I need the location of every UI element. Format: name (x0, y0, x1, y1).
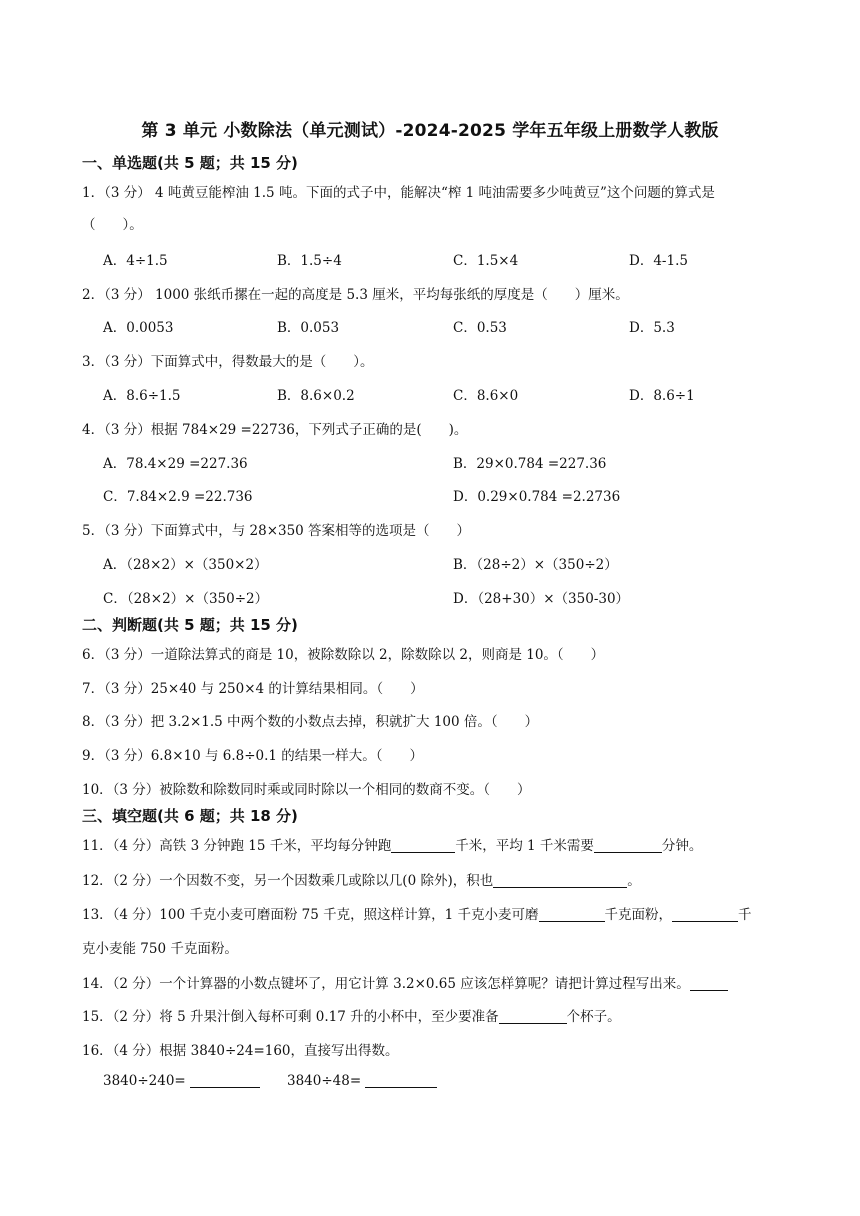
q1-option-b: B．1.5÷4 (277, 253, 342, 269)
q5-option-c: C．（28×2）×（350÷2） (103, 591, 269, 607)
question-10-text: 10．（3 分）被除数和除数同时乘或同时除以一个相同的数商不变。（ ） (82, 782, 531, 798)
q11-answer-blank-1[interactable] (391, 838, 455, 853)
q15-answer-blank[interactable] (499, 1009, 567, 1024)
q13-answer-blank-2[interactable] (672, 907, 738, 922)
q11-answer-blank-2[interactable] (594, 838, 662, 853)
q14-answer-blank[interactable] (690, 976, 728, 991)
page-title: 第 3 单元 小数除法（单元测试）-2024-2025 学年五年级上册数学人教版 (141, 121, 719, 141)
section-heading-fill-blank: 三、填空题(共 6 题；共 18 分) (82, 807, 298, 825)
q4-option-a: A．78.4×29 =227.36 (103, 456, 248, 472)
q16-answer-blank-2[interactable] (365, 1073, 437, 1088)
q1-option-d: D．4-1.5 (629, 253, 688, 269)
question-4-text: 4．（3 分）根据 784×29 =22736，下列式子正确的是( )。 (82, 422, 468, 438)
question-13-text-cont: 克小麦能 750 千克面粉。 (82, 941, 238, 957)
q4-option-b: B．29×0.784 =227.36 (453, 456, 607, 472)
q2-option-d: D．5.3 (629, 320, 675, 336)
q5-option-a: A．（28×2）×（350×2） (103, 557, 268, 573)
q13-answer-blank-1[interactable] (539, 907, 605, 922)
q12-answer-blank[interactable] (493, 873, 627, 888)
q3-option-a: A．8.6÷1.5 (103, 388, 181, 404)
question-6-text: 6．（3 分）一道除法算式的商是 10，被除数除以 2，除数除以 2，则商是 10。（ ） (82, 647, 605, 663)
question-14-text (82, 972, 728, 992)
question-12-text (82, 869, 641, 889)
q11-part-a: 11．（4 分）高铁 3 分钟跑 15 千米，平均每分钟跑 (82, 838, 392, 854)
q13-part-c: 千 (738, 907, 752, 923)
q11-part-b: 千米，平均 1 千米需要 (455, 838, 594, 854)
question-2-text: 2．（3 分） 1000 张纸币摞在一起的高度是 5.3 厘米，平均每张纸的厚度是（ ）厘米。 (82, 287, 629, 303)
q3-option-c: C．8.6×0 (453, 388, 519, 404)
question-9-text: 9．（3 分）6.8×10 与 6.8÷0.1 的结果一样大。（ ） (82, 748, 424, 764)
q4-option-d: D．0.29×0.784 =2.2736 (453, 489, 621, 505)
q1-option-c: C．1.5×4 (453, 253, 519, 269)
q16-expression-2 (287, 1073, 437, 1089)
q16-expr-2-label: 3840÷48= (287, 1073, 362, 1089)
section-heading-true-false: 二、判断题(共 5 题；共 15 分) (82, 616, 298, 634)
q3-option-d: D．8.6÷1 (629, 388, 695, 404)
question-7-text: 7．（3 分）25×40 与 250×4 的计算结果相同。（ ） (82, 681, 424, 697)
question-1-text-cont: （ ）。 (82, 217, 143, 233)
question-16-text: 16．（4 分）根据 3840÷24=160，直接写出得数。 (82, 1043, 399, 1059)
q3-option-b: B．8.6×0.2 (277, 388, 355, 404)
q2-option-c: C．0.53 (453, 320, 507, 336)
q16-expr-1-label: 3840÷240= (103, 1073, 186, 1089)
q13-part-b: 千克面粉， (604, 907, 673, 923)
q15-part-b: 个杯子。 (566, 1009, 621, 1025)
question-11-text (82, 834, 702, 854)
q5-option-b: B．（28÷2）×（350÷2） (453, 557, 618, 573)
q4-option-c: C．7.84×2.9 =22.736 (103, 489, 253, 505)
q13-part-a: 13．（4 分）100 千克小麦可磨面粉 75 千克，照这样计算，1 千克小麦可磨 (82, 907, 539, 923)
q1-option-a: A．4÷1.5 (103, 253, 168, 269)
section-heading-single-choice: 一、单选题(共 5 题；共 15 分) (82, 154, 298, 172)
q15-part-a: 15．（2 分）将 5 升果汁倒入每杯可剩 0.17 升的小杯中，至少要准备 (82, 1009, 499, 1025)
question-3-text: 3．（3 分）下面算式中，得数最大的是（ ）。 (82, 354, 374, 370)
q12-part-a: 12．（2 分）一个因数不变，另一个因数乘几或除以几(0 除外)，积也 (82, 873, 494, 889)
q12-part-b: 。 (627, 873, 641, 889)
q11-part-c: 分钟。 (661, 838, 703, 854)
q14-part-a: 14．（2 分）一个计算器的小数点键坏了，用它计算 3.2×0.65 应该怎样算呢？请把计算过程写出来。 (82, 976, 690, 992)
question-5-text: 5．（3 分）下面算式中，与 28×350 答案相等的选项是（ ） (82, 523, 471, 539)
question-15-text (82, 1005, 621, 1025)
question-1-text: 1．（3 分） 4 吨黄豆能榨油 1.5 吨。下面的式子中，能解决“榨 1 吨油需要多少吨黄豆”这个问题的算式是 (82, 185, 715, 201)
q2-option-b: B．0.053 (277, 320, 340, 336)
q2-option-a: A．0.0053 (103, 320, 174, 336)
q5-option-d: D．（28+30）×（350-30） (453, 591, 630, 607)
q16-answer-blank-1[interactable] (190, 1073, 260, 1088)
question-13-text (82, 903, 752, 923)
question-8-text: 8．（3 分）把 3.2×1.5 中两个数的小数点去掉，积就扩大 100 倍。（ ） (82, 714, 539, 730)
q16-expression-1 (103, 1073, 260, 1089)
